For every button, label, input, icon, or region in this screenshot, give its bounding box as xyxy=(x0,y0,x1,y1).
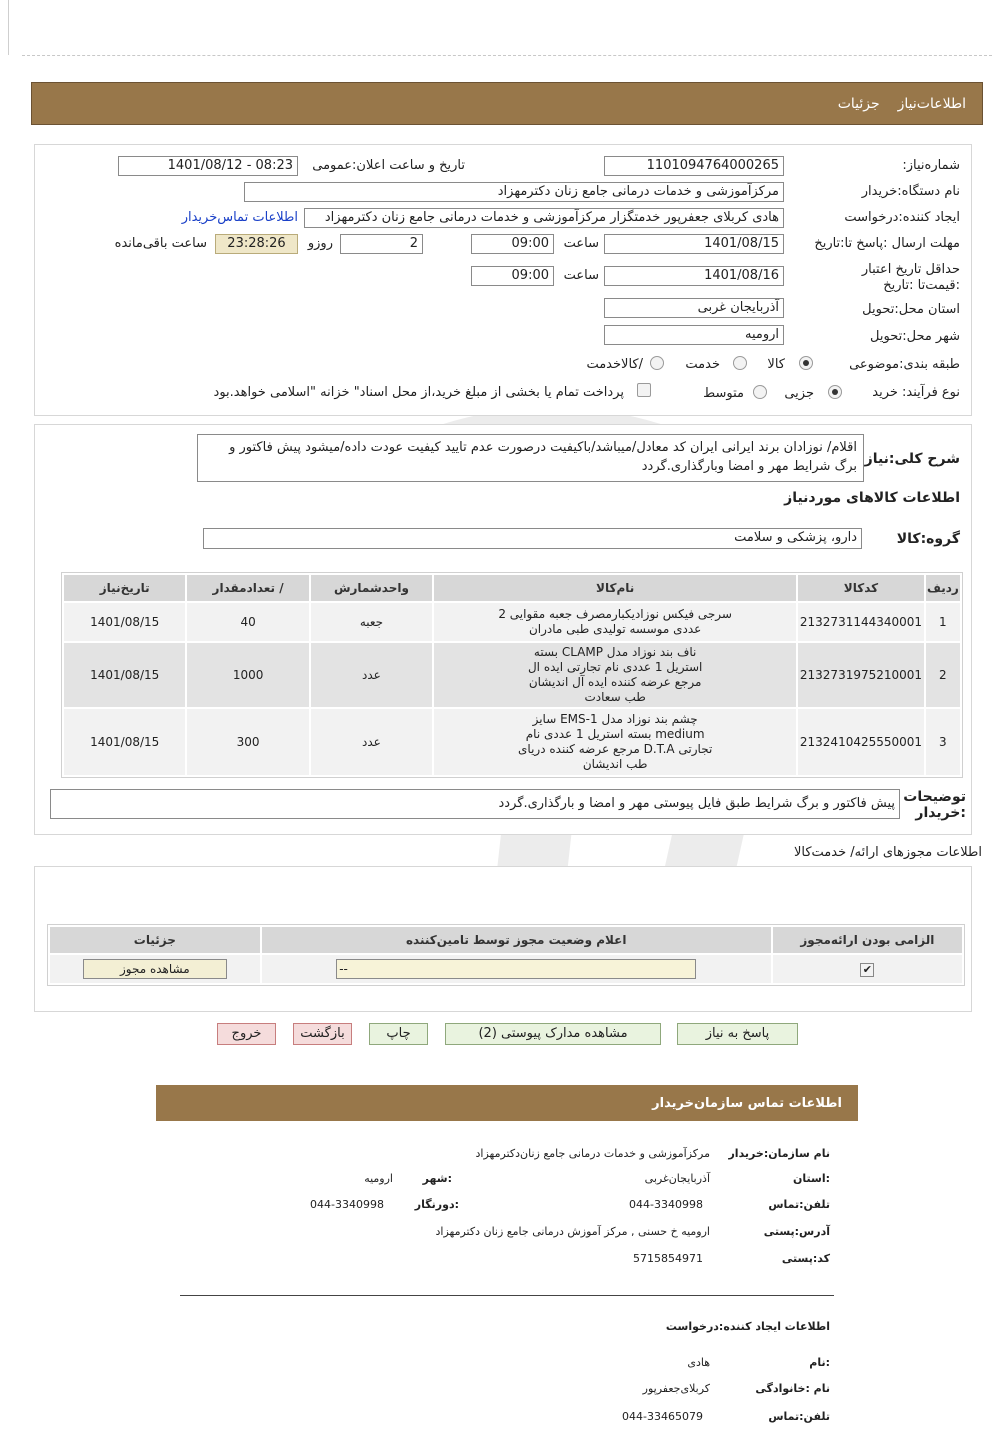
process-radio-minor[interactable] xyxy=(828,385,842,399)
category-radio-goods-service[interactable] xyxy=(650,356,664,370)
deadline-time-field: 09:00 xyxy=(471,234,554,254)
cell-unit: جعبه xyxy=(311,603,432,641)
cell-name-text: ناف بند نوزاد مدل CLAMP بسته استریل 1 عددی نام تجارتی ایده ال مرجع عرضه کننده ایده آل اندیشان طب سعادت xyxy=(527,645,703,704)
creator-family-value: کربلای‌جعفرپور xyxy=(642,1382,710,1395)
cell-row: 1 xyxy=(926,603,960,641)
contact-fax-label: :دورنگار xyxy=(414,1198,459,1211)
creator-field: هادی کربلای جعفرپور خدمتگزار مرکزآموزشی و خدمات درمانی جامع زنان دکترمهزاد xyxy=(304,208,784,228)
col-permit-status: اعلام وضعیت مجوز توسط تامین‌کننده xyxy=(262,927,771,953)
permit-required-checkbox[interactable]: ✔ xyxy=(860,963,874,977)
category-service-label: خدمت xyxy=(685,357,720,372)
remaining-label: ساعت باقی‌مانده xyxy=(114,236,207,251)
org-value: مرکزآموزشی و خدمات درمانی جامع زنان‌دکترمهزاد xyxy=(475,1147,710,1160)
contact-fax-value: 044-3340998 xyxy=(310,1198,384,1211)
table-row xyxy=(50,955,962,983)
announce-field: 1401/08/12 - 08:23 xyxy=(118,156,298,176)
cell-name-text: سرجی فیکس نوزادیکبارمصرف جعبه مقوایی 2 عددی موسسه تولیدی طبی مادران xyxy=(498,607,732,636)
contact-province-label: :استان xyxy=(793,1172,830,1185)
contact-divider xyxy=(180,1295,834,1296)
cell-permit-details xyxy=(50,955,260,983)
table-row xyxy=(64,709,960,775)
announce-label: تاریخ و ساعت اعلان:عمومی xyxy=(312,158,465,173)
goods-info-title: اطلاعات کالاهای موردنیاز xyxy=(784,490,960,506)
items-table-wrap xyxy=(61,572,963,778)
org-label: نام سازمان:خریدار xyxy=(728,1147,830,1160)
page-header-bar xyxy=(31,82,983,125)
treasury-payment-note: پرداخت تمام یا بخشی از مبلغ خرید،از محل اسناد" خزانه "اسلامی خواهد.بود xyxy=(213,385,624,400)
cell-name xyxy=(434,709,796,775)
province-field: آذربایجان غربی xyxy=(604,298,784,318)
cell-qty: 300 xyxy=(187,709,308,775)
cell-code: 2132731144340001 xyxy=(798,603,924,641)
tab-details[interactable]: جزئیات xyxy=(837,95,880,112)
deadline-time-label: ساعت xyxy=(563,236,599,251)
process-medium-label: متوسط xyxy=(703,386,744,401)
category-goods-service-label: /کالاخدمت xyxy=(586,357,643,372)
cell-permit-status xyxy=(262,955,771,983)
goods-group-field: دارو، پزشکی و سلامت xyxy=(203,528,862,549)
creator-phone-label: تلفن:تماس xyxy=(768,1410,830,1423)
permits-table-wrap xyxy=(47,924,965,986)
creator-family-label: نام :خانوادگی xyxy=(755,1382,830,1395)
permits-table xyxy=(48,925,964,985)
cell-date: 1401/08/15 xyxy=(64,643,185,707)
items-table xyxy=(62,573,962,777)
city-field: ارومیه xyxy=(604,325,784,345)
col-qty: / تعدادمقدار xyxy=(187,575,308,601)
cell-code: 2132731975210001 xyxy=(798,643,924,707)
top-divider xyxy=(22,55,992,56)
creator-name-label: :نام xyxy=(809,1356,830,1369)
col-row: ردیف xyxy=(926,575,960,601)
validity-time-field: 09:00 xyxy=(471,266,554,286)
city-label: شهر محل:تحویل xyxy=(870,329,960,344)
remaining-time: 23:28:26 xyxy=(215,234,298,254)
contact-city-value: ارومیه xyxy=(364,1172,393,1185)
col-permit-details: جزئیات xyxy=(50,927,260,953)
category-label: طبقه بندی:موضوعی xyxy=(849,357,960,372)
attachments-button[interactable]: مشاهده مدارک پیوستی (2) xyxy=(445,1023,661,1045)
days-field: 2 xyxy=(340,234,423,254)
contact-city-label: :شهر xyxy=(422,1172,452,1185)
cell-qty: 1000 xyxy=(187,643,308,707)
province-label: استان محل:تحویل xyxy=(862,302,960,317)
cell-code: 2132410425550001 xyxy=(798,709,924,775)
contact-buyer-link[interactable]: اطلاعات تماس‌خریدار xyxy=(181,210,298,225)
cell-qty: 40 xyxy=(187,603,308,641)
buyer-field: مرکزآموزشی و خدمات درمانی جامع زنان دکترمهزاد xyxy=(244,182,784,202)
contact-section-header: اطلاعات تماس سازمان‌خریدار xyxy=(156,1085,858,1121)
exit-button[interactable]: خروج xyxy=(217,1023,276,1045)
print-button[interactable]: چاپ xyxy=(369,1023,428,1045)
process-radio-medium[interactable] xyxy=(753,385,767,399)
contact-postal-value: 5715854971 xyxy=(633,1252,703,1265)
cell-unit: عدد xyxy=(311,709,432,775)
need-number-label: شماره‌نیاز: xyxy=(902,158,960,173)
col-permit-required: الزامی بودن ارائه‌مجوز xyxy=(773,927,962,953)
cell-permit-required xyxy=(773,955,962,983)
contact-address-value: ارومیه خ حسنی , مرکز آموزش درمانی جامع زنان دکترمهزاد xyxy=(435,1225,710,1238)
cell-date: 1401/08/15 xyxy=(64,603,185,641)
deadline-label: مهلت ارسال :پاسخ تا:تاریخ xyxy=(814,236,960,251)
col-unit: واحدشمارش xyxy=(311,575,432,601)
days-label: روزو xyxy=(307,236,333,251)
contact-address-label: آدرس:پستی xyxy=(763,1225,830,1238)
validity-label: حداقل تاریخ اعتبار :قیمت‌تا :تاریخ xyxy=(861,262,960,293)
creator-name-value: هادی xyxy=(687,1356,710,1369)
cell-unit: عدد xyxy=(311,643,432,707)
contact-postal-label: کد:پستی xyxy=(781,1252,830,1265)
buyer-label: نام دستگاه:خریدار xyxy=(861,184,960,199)
contact-phone-label: تلفن:تماس xyxy=(768,1198,830,1211)
view-permit-button[interactable]: مشاهده مجوز xyxy=(83,959,227,979)
contact-phone-value: 044-3340998 xyxy=(629,1198,703,1211)
cell-name xyxy=(434,603,796,641)
reply-button[interactable]: پاسخ به نیاز xyxy=(677,1023,798,1045)
cell-name xyxy=(434,643,796,707)
need-number-field: 1101094764000265 xyxy=(604,156,784,176)
table-row xyxy=(64,643,960,707)
cell-name-text: چشم بند نوزاد مدل EMS-1 سایز medium بسته استریل 1 عددی نام تجارتی D.T.A مرجع عرضه کننده دریای طب اندیشان xyxy=(518,712,713,771)
col-name: نام‌کالا xyxy=(434,575,796,601)
summary-title: شرح کلی:نیاز xyxy=(864,451,960,467)
col-date: تاریخ‌نیاز xyxy=(64,575,185,601)
cell-date: 1401/08/15 xyxy=(64,709,185,775)
category-goods-label: کالا xyxy=(767,357,785,372)
category-radio-goods[interactable] xyxy=(799,356,813,370)
creator-info-title: اطلاعات ایجاد کننده:درخواست xyxy=(665,1320,830,1333)
deadline-date-field: 1401/08/15 xyxy=(604,234,784,254)
back-button[interactable]: بازگشت xyxy=(293,1023,352,1045)
treasury-payment-checkbox[interactable] xyxy=(637,383,651,397)
category-radio-service[interactable] xyxy=(733,356,747,370)
cell-row: 3 xyxy=(926,709,960,775)
creator-label: ایجاد کننده:درخواست xyxy=(844,210,960,225)
summary-text-box: اقلام/ نوزادان برند ایرانی ایران کد معادل/میباشد/باکیفیت درصورت عدم تایید کیفیت عودت داده/میشود پیش فاکتور و برگ شرایط مهر و امضا وبارگذاری.گردد xyxy=(197,434,864,482)
goods-group-label: گروه:کالا xyxy=(896,531,960,547)
cell-row: 2 xyxy=(926,643,960,707)
permits-title: اطلاعات مجوزهای ارائه/ خدمت‌کالا xyxy=(793,845,982,860)
buyer-notes-label: توضیحات :خریدار xyxy=(903,789,966,821)
left-guide-line xyxy=(8,0,9,55)
tab-need-info[interactable]: اطلاعات‌نیاز xyxy=(897,95,966,112)
permit-status-field[interactable]: -- xyxy=(336,959,696,979)
creator-phone-value: 044-33465079 xyxy=(622,1410,703,1423)
col-code: کدکالا xyxy=(798,575,924,601)
validity-time-label: ساعت xyxy=(563,268,599,283)
process-minor-label: جزیی xyxy=(784,386,814,401)
buyer-notes-field: پیش فاکتور و برگ شرایط طبق فایل پیوستی مهر و امضا و بارگذاری.گردد xyxy=(50,789,900,819)
process-label: نوع فرآیند: خرید xyxy=(872,385,960,400)
validity-date-field: 1401/08/16 xyxy=(604,266,784,286)
table-row xyxy=(64,603,960,641)
contact-province-value: آذربایجان‌غربی xyxy=(644,1172,710,1185)
